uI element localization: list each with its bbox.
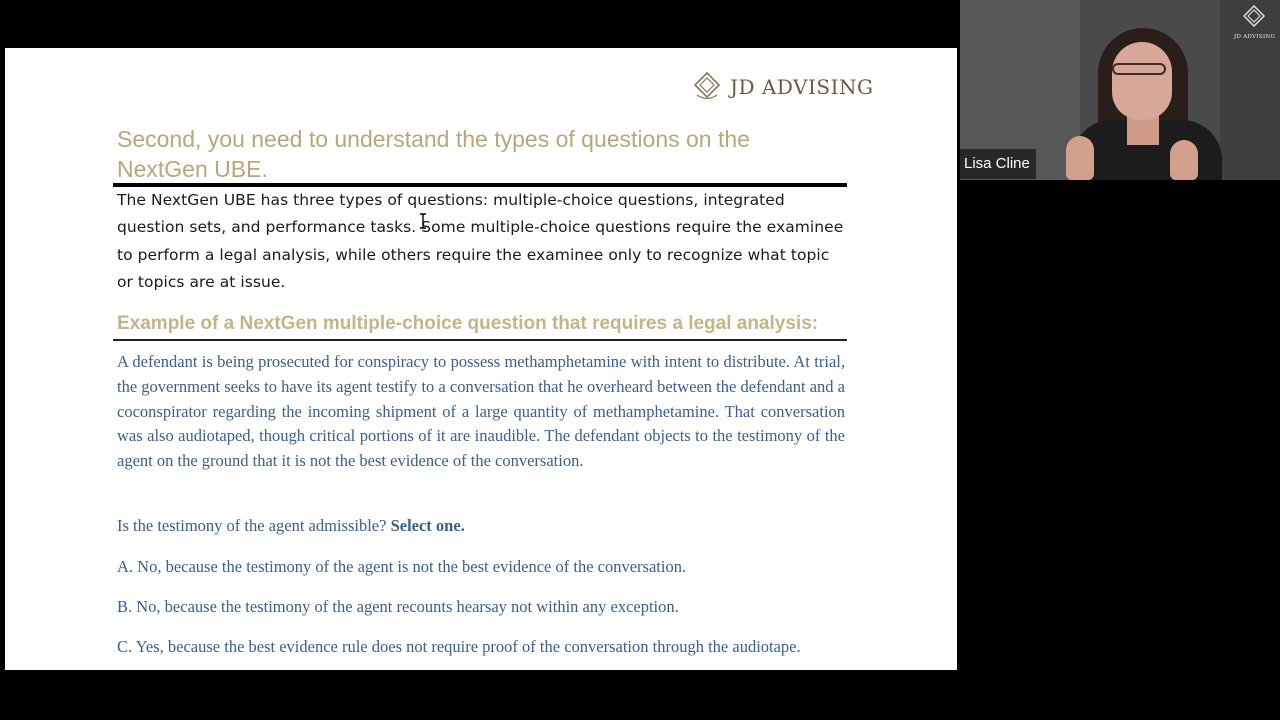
subheading-divider [113,339,847,341]
text-cursor-icon [419,213,427,229]
prompt-instruction: Select one. [390,516,465,535]
presenter-glasses [1112,63,1166,75]
presenter-name-tag: Lisa Cline [960,149,1036,179]
question-prompt [117,515,845,537]
logo-text: JD ADVISING [730,75,874,99]
watermark-text: JD ADVISING [1234,34,1276,40]
prompt-text: Is the testimony of the agent admissible? [117,516,387,535]
video-watermark-logo [1234,4,1274,42]
intro-paragraph: The NextGen UBE has three types of questions: multiple-choice questions, integrated question sets, and performance tasks. Some multiple-choice questions require the examinee to perform a legal analysis, while others require the examinee only to recognize what topic or topics are at issue. [117,191,844,291]
diamond-logo-icon [692,71,722,103]
question-stem: A defendant is being prosecuted for conspiracy to possess methamphetamine with intent to distribute. At trial, the government seeks to have its agent testify to a conversation that he overheard between the defendant and a coconspirator regarding the incoming shipment of a large quantity of methamphetamine. That conversation was also audiotaped, though critical portions of it are inaudible. The defendant objects to the testimony of the agent on the ground that it is not the best evidence of the conversation. [117,352,845,471]
jd-advising-logo [692,70,873,104]
presenter-left-hand [1066,136,1094,180]
diamond-watermark-icon [1241,4,1267,30]
presenter-right-hand [1170,140,1198,180]
example-subheading: Example of a NextGen multiple-choice question that requires a legal analysis: [117,313,819,334]
presenter-face [1112,42,1172,120]
answer-choice-b: B. No, because the testimony of the agent recounts hearsay not within any exception. [117,597,679,616]
answer-choice-a: A. No, because the testimony of the agent is not the best evidence of the conversation. [117,557,687,576]
answer-choice-c: C. Yes, because the best evidence rule does not require proof of the conversation through the audiotape. [117,637,801,656]
slide-heading: Second, you need to understand the types of questions on the NextGen UBE. [117,126,750,182]
